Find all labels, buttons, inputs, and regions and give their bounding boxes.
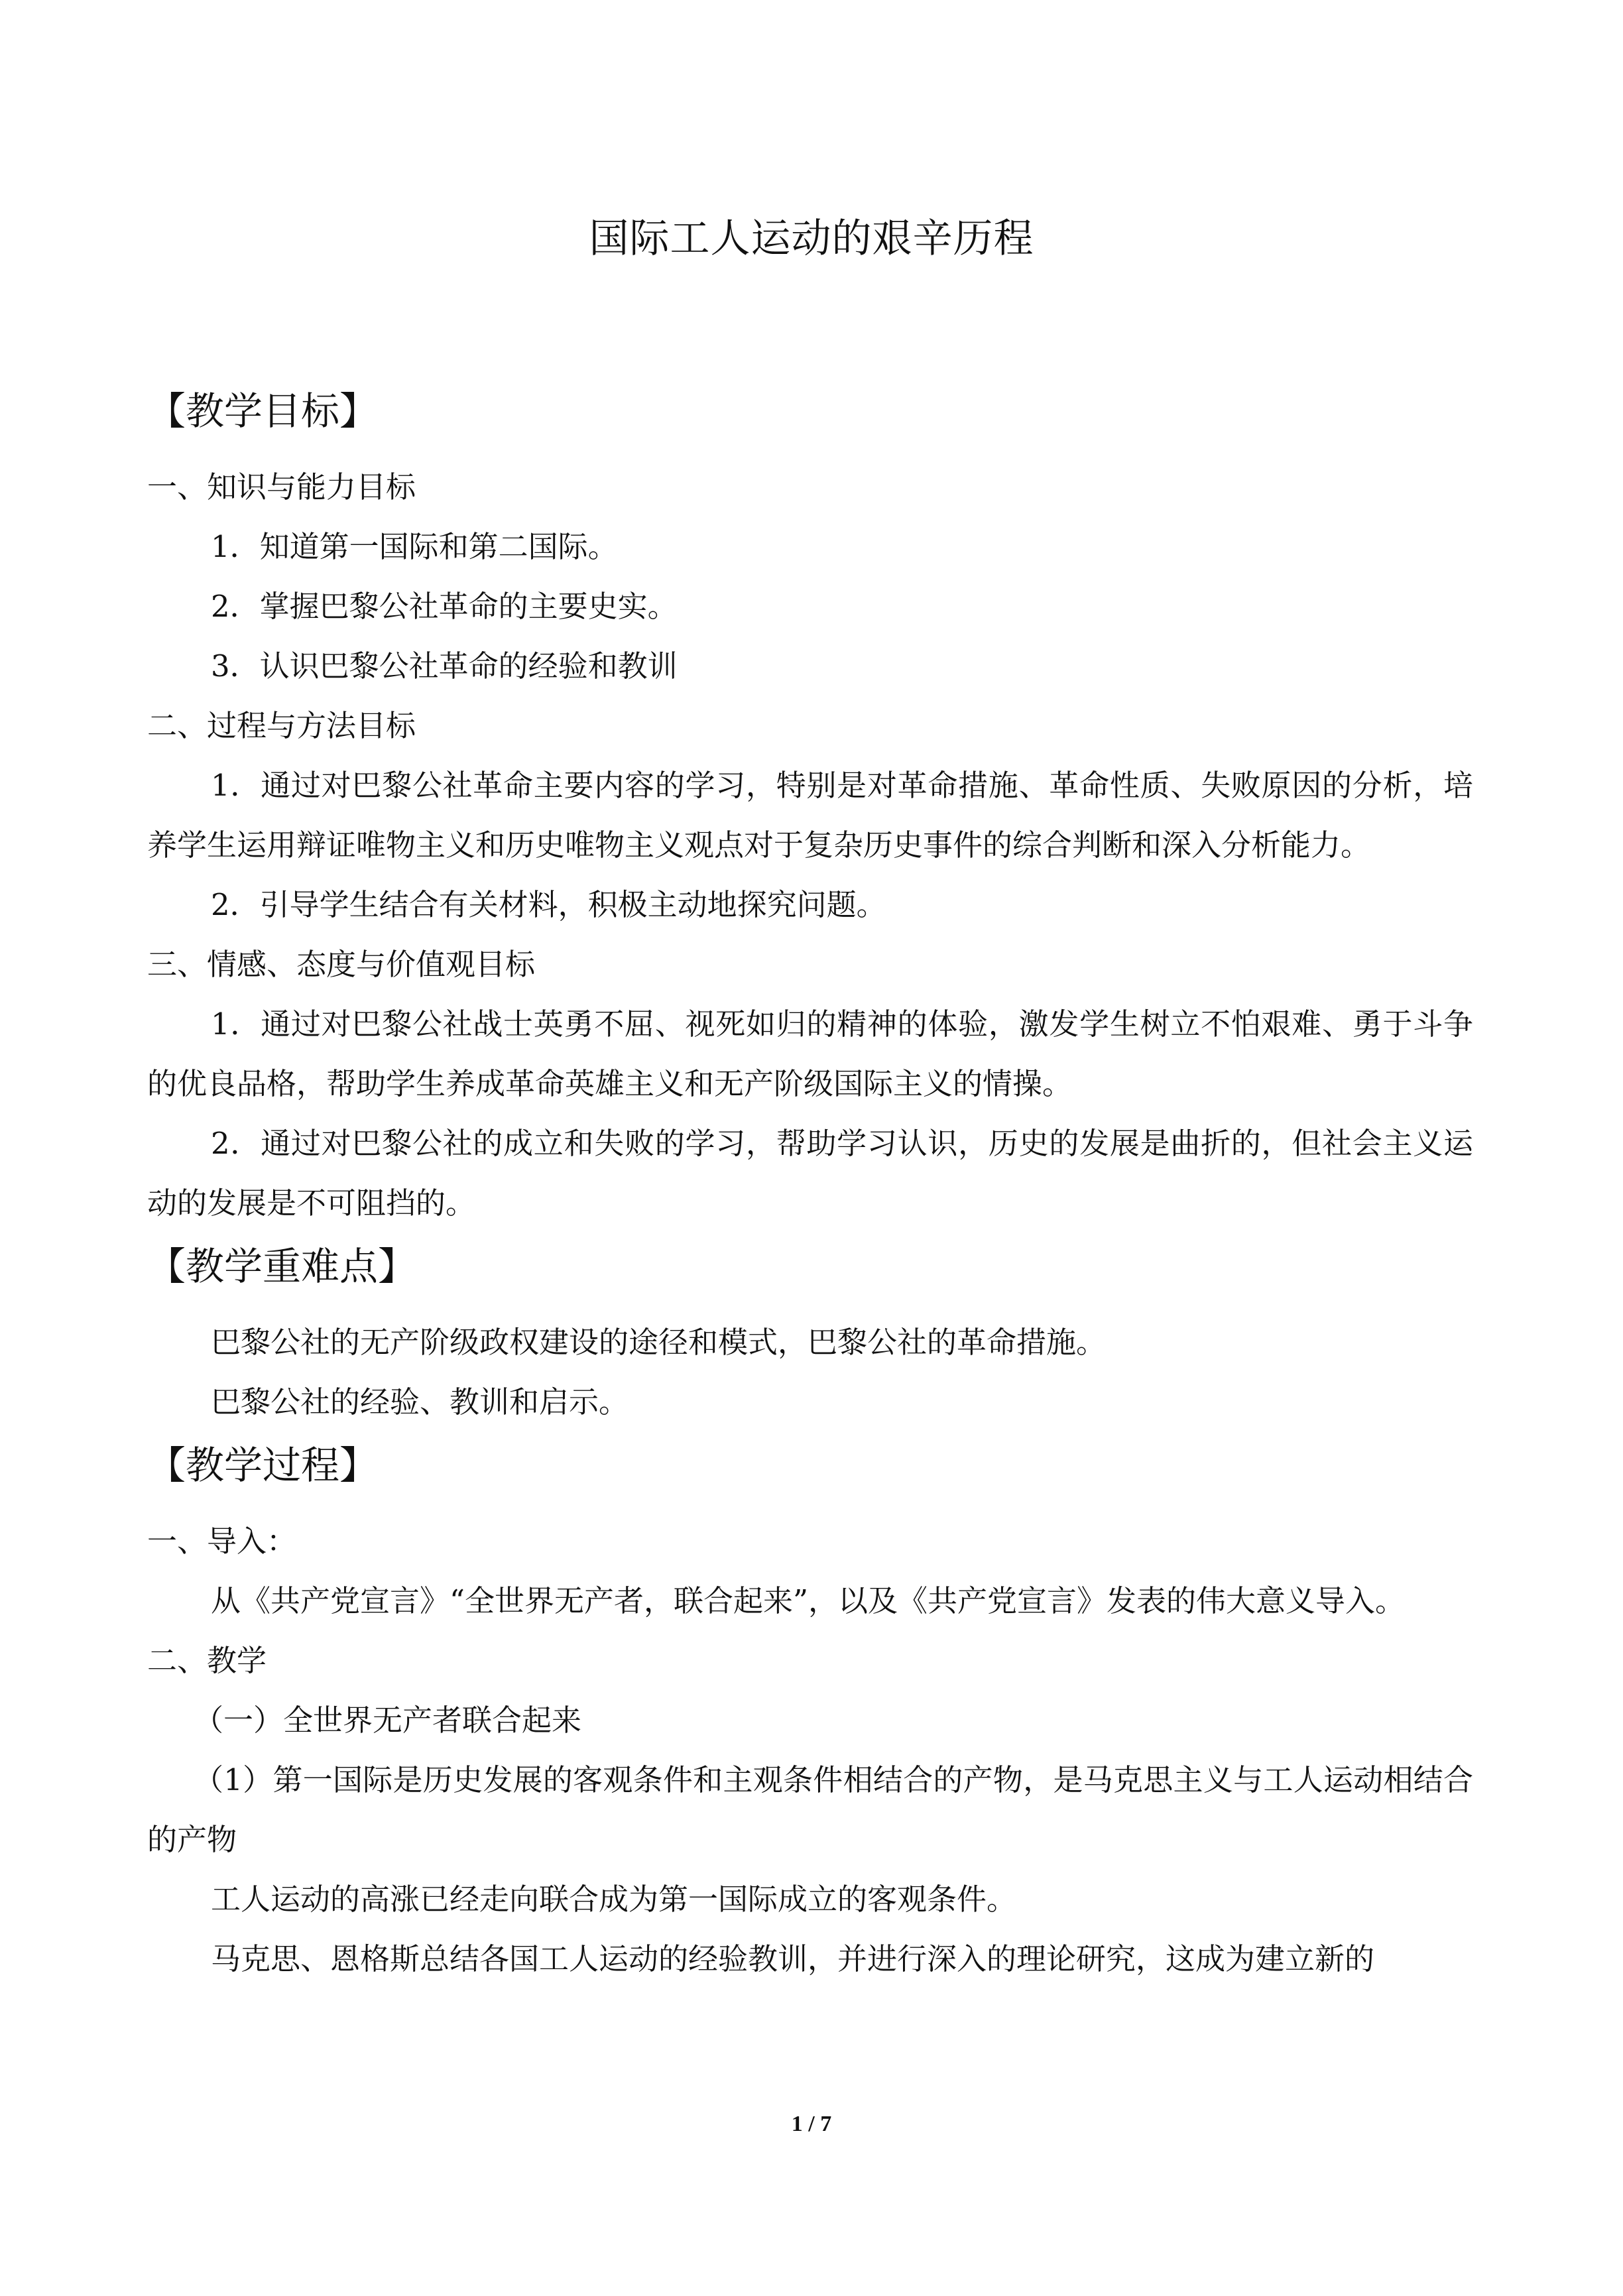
process-teach-heading: 二、教学	[147, 1643, 267, 1678]
goals-part3-item-2: 2．通过对巴黎公社的成立和失败的学习，帮助学习认识，历史的发展是曲折的，但社会主义运动的发展是不可阻挡的。	[147, 1126, 1473, 1221]
process-paragraph-1: 工人运动的高涨已经走向联合成为第一国际成立的客观条件。	[211, 1882, 1017, 1917]
goals-part3-item-1: 1．通过对巴黎公社战士英勇不屈、视死如归的精神的体验，激发学生树立不怕艰难、勇于斗争的优良品格，帮助学生养成革命英雄主义和无产阶级国际主义的情操。	[147, 1006, 1473, 1101]
process-intro-heading: 一、导入：	[147, 1524, 297, 1559]
keypoint-item-1: 巴黎公社的无产阶级政权建设的途径和模式，巴黎公社的革命措施。	[211, 1325, 1107, 1360]
process-paragraph-2: 马克思、恩格斯总结各国工人运动的经验教训，并进行深入的理论研究，这成为建立新的	[211, 1941, 1375, 1976]
section-heading-process: 【教学过程】	[147, 1443, 379, 1488]
goals-part2-heading: 二、过程与方法目标	[147, 708, 416, 743]
goals-part2-item-2: 2．引导学生结合有关材料，积极主动地探究问题。	[211, 887, 886, 922]
document-title: 国际工人运动的艰辛历程	[589, 215, 1034, 262]
goals-part2-item-1: 1．通过对巴黎公社革命主要内容的学习，特别是对革命措施、革命性质、失败原因的分析，培养学生运用辩证唯物主义和历史唯物主义观点对于复杂历史事件的综合判断和深入分析能力。	[147, 768, 1473, 863]
section-heading-keypoints: 【教学重难点】	[147, 1244, 417, 1289]
goals-part3-heading: 三、情感、态度与价值观目标	[147, 947, 536, 982]
keypoint-item-2: 巴黎公社的经验、教训和启示。	[211, 1384, 629, 1420]
goals-part1-heading: 一、知识与能力目标	[147, 469, 416, 505]
goals-part1-item-2: 2．掌握巴黎公社革命的主要史实。	[211, 589, 678, 624]
document-body	[147, 378, 1473, 1989]
goals-part1-item-3: 3．认识巴黎公社革命的经验和教训	[211, 648, 678, 684]
page-number: 1 / 7	[791, 2112, 832, 2136]
process-intro-text: 从《共产党宣言》“全世界无产者，联合起来”，以及《共产党宣言》发表的伟大意义导入。	[211, 1583, 1406, 1618]
section-heading-goals: 【教学目标】	[147, 389, 379, 434]
goals-part1-item-1: 1．知道第一国际和第二国际。	[211, 529, 618, 564]
process-subsection-1-1: （1）第一国际是历史发展的客观条件和主观条件相结合的产物，是马克思主义与工人运动相结合的产物	[147, 1762, 1473, 1857]
process-subsection-1: （一）全世界无产者联合起来	[194, 1703, 582, 1738]
